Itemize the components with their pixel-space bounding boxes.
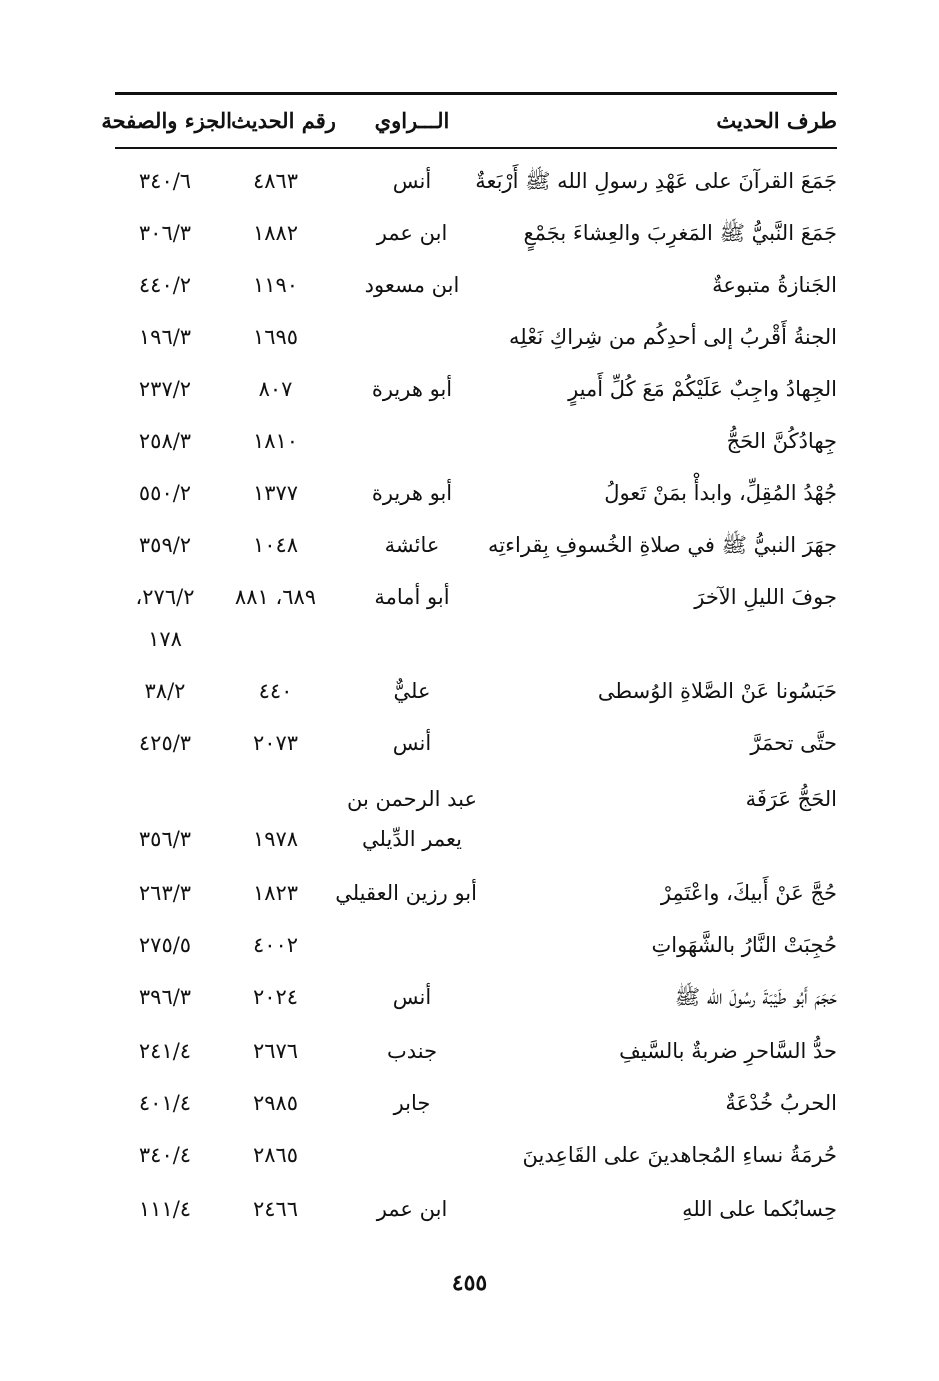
hadith-number: ١٩٧٨ (252, 827, 299, 851)
narrator: عائشة (384, 533, 440, 557)
table-row (115, 1082, 837, 1126)
table-row (115, 722, 837, 766)
narrator: أبو هريرة (371, 377, 453, 401)
hadith-text: حتَّى تحمَرَّ (750, 731, 837, 755)
volume-page: ٢٣٧/٢ (138, 377, 192, 401)
table-row (115, 160, 837, 204)
hadith-text: جهَرَ النبيُّ ﷺ في صلاةِ الخُسوفِ بِقراءتِه (488, 533, 837, 557)
hadith-text: جوفَ الليلِ الآخرَ (694, 585, 837, 609)
table-row (115, 264, 837, 308)
volume-page: ٥٥٠/٢ (138, 481, 192, 505)
narrator: أنس (392, 731, 432, 755)
hadith-text: جَمَعَ القرآنَ على عَهْدِ رسولِ الله ﷺ أَرْبَعةٌ (475, 169, 837, 193)
hadith-number: ١٨٢٣ (252, 881, 299, 905)
volume-page: ١٩٦/٣ (138, 325, 192, 349)
volume-page: ٢٧٥/٥ (138, 933, 192, 957)
volume-page: ٢٧٦/٢، (135, 585, 195, 609)
hadith-number: ٢٠٢٤ (252, 985, 299, 1009)
volume-page: ٤٠١/٤ (138, 1091, 192, 1115)
narrator: ابن مسعود (364, 273, 460, 297)
narrator: أبو أمامة (374, 585, 450, 609)
table-row (115, 872, 837, 916)
narrator: عليٌّ (393, 679, 431, 703)
hadith-text: حُجَّ عَنْ أَبيكَ، واعْتَمِرْ (660, 881, 837, 905)
hadith-number: ٨٠٧ (258, 377, 293, 401)
volume-page: ٣٥٦/٣ (138, 827, 192, 851)
volume-page: ٣٥٩/٢ (138, 533, 192, 557)
table-row (115, 1134, 837, 1178)
header-narrator: الـــراوي (374, 108, 450, 133)
table-row (115, 316, 837, 360)
volume-page: ٢٥٨/٣ (138, 429, 192, 453)
table-row (115, 924, 837, 968)
hadith-text: الجنةُ أَقْربُ إلى أحدِكُم من شِراكِ نَعْلِه (509, 325, 837, 349)
hadith-text: حَبَسُونا عَنْ الصَّلاةِ الوُسطى (597, 679, 837, 703)
volume-page: ٣٤٠/٤ (138, 1143, 192, 1167)
volume-page: ٣٠٦/٣ (138, 221, 192, 245)
hadith-number: ٤٤٠ (258, 679, 293, 703)
hadith-number: ٢٨٦٥ (252, 1143, 299, 1167)
hadith-text: الحَجُّ عَرَفَة (745, 787, 837, 811)
hadith-text: حُرمَةُ نساءِ المُجاهدينَ على القَاعِدينَ (522, 1143, 837, 1167)
hadith-number: ٢٠٧٣ (252, 731, 299, 755)
hadith-text: جِهادُكُنَّ الحَجُّ (726, 429, 837, 453)
table-row (115, 778, 837, 822)
hadith-number: ١٣٧٧ (252, 481, 299, 505)
table-row (115, 976, 837, 1020)
hadith-text: جُهْدُ المُقِلِّ، وابدأْ بمَنْ تَعولُ (604, 481, 837, 505)
table-row (115, 212, 837, 256)
narrator: أنس (392, 169, 432, 193)
hadith-text: الجَنازةُ متبوعةٌ (712, 273, 837, 297)
hadith-number: ٦٨٩، ٨٨١ (234, 585, 317, 609)
hadith-number: ١٦٩٥ (252, 325, 299, 349)
header-rule (115, 147, 837, 149)
hadith-text: حُجِبَتْ النَّارُ بالشَّهَواتِ (651, 933, 837, 957)
hadith-text: حدُّ السَّاحرِ ضربةٌ بالسَّيفِ (619, 1039, 837, 1063)
narrator: جندب (386, 1039, 438, 1063)
hadith-number: ٢٤٦٦ (252, 1197, 299, 1221)
top-rule (115, 92, 837, 95)
header-volume-page: الجزء والصفحة (101, 108, 232, 133)
narrator: يعمر الدِّيلي (362, 827, 462, 851)
table-row (115, 1030, 837, 1074)
table-row (115, 618, 837, 662)
header-hadith-number: رقم الحديث (231, 108, 336, 133)
table-row (115, 670, 837, 714)
narrator: ابن عمر (376, 1197, 448, 1221)
hadith-text: الجِهادُ واجِبٌ عَلَيْكُمْ مَعَ كُلِّ أَميرٍ (568, 377, 837, 401)
volume-page: ٢٤١/٤ (138, 1039, 192, 1063)
hadith-text: حَجَمَ أَبُو طَيْبَةَ رسُولَ الله ﷺ (674, 985, 837, 1009)
hadith-number: ١١٩٠ (252, 273, 299, 297)
hadith-text: حِسابُكما على اللهِ (682, 1197, 837, 1221)
hadith-text: جَمَعَ النَّبيُّ ﷺ المَغرِبَ والعِشاءَ بجَمْعٍ (523, 221, 837, 245)
table-row (115, 576, 837, 620)
table-row (115, 472, 837, 516)
hadith-number: ١٨١٠ (252, 429, 299, 453)
hadith-text: الحربُ خُدْعَةٌ (725, 1091, 837, 1115)
hadith-number: ١٠٤٨ (252, 533, 299, 557)
table-row (115, 420, 837, 464)
volume-page: ٣٨/٢ (144, 679, 186, 703)
narrator: جابر (393, 1091, 431, 1115)
table-row (115, 524, 837, 568)
table-row (115, 368, 837, 412)
hadith-number: ٤٨٦٣ (252, 169, 299, 193)
table-row (115, 818, 837, 862)
volume-page: ١٧٨ (148, 627, 182, 651)
hadith-number: ٤٠٠٢ (252, 933, 299, 957)
header-hadith-text: طرف الحديث (716, 108, 837, 133)
page-number: ٤٥٥ (451, 1270, 488, 1296)
volume-page: ٣٩٦/٣ (138, 985, 192, 1009)
hadith-number: ٢٦٧٦ (252, 1039, 299, 1063)
narrator: ابن عمر (376, 221, 448, 245)
narrator: عبد الرحمن بن (347, 787, 477, 811)
hadith-number: ١٨٨٢ (252, 221, 299, 245)
volume-page: ٣٤٠/٦ (138, 169, 192, 193)
table-row (115, 1188, 837, 1232)
volume-page: ٢٦٣/٣ (138, 881, 192, 905)
narrator: أبو هريرة (371, 481, 453, 505)
volume-page: ١١١/٤ (138, 1197, 192, 1221)
hadith-number: ٢٩٨٥ (252, 1091, 299, 1115)
volume-page: ٤٢٥/٣ (138, 731, 192, 755)
narrator: أبو رزين العقيلي (335, 881, 477, 905)
volume-page: ٤٤٠/٢ (138, 273, 192, 297)
narrator: أنس (392, 985, 432, 1009)
